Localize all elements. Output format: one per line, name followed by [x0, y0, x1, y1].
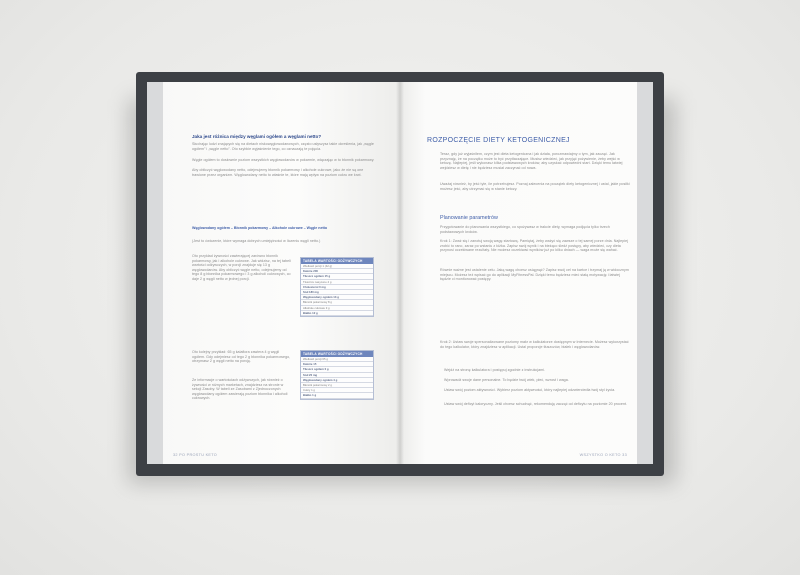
right-bullet-4: Ustaw swój deficyt kaloryczny. Jeśli chcesz schudnąć, rekomenduję zacząć od deficytu na poziomie 20 procent.: [444, 402, 628, 406]
right-paragraph-1: Przygotowanie do planowania wszystkiego, co spożywasz w trakcie diety, wymaga podjęcia tylko trzech podstawowych kroków.: [440, 225, 610, 234]
book-gutter: [396, 82, 404, 464]
left-footer: 32 PO PROSTU KETO: [173, 453, 218, 457]
left-page: [147, 82, 401, 464]
right-intro: Teraz, gdy już wyjaśniłem, czym jest dieta ketogeniczna i jak działa, porozmawiajmy o tym, jak zacząć. Jak przyznaję, że na początku może to być przytłaczające. Musisz wiedzieć, jak przyjąć pożywienie, żeby wejść w ketozę. Najlepiej, jeśli wykonasz kilka podstawowych kroków, aby uzyskać odpowiedni start. Dzięki temu łatwiej wejdziesz w dietę i nie będziesz musiał zaczynać od nowa.: [440, 152, 623, 170]
right-bullet-2: Wprowadź swoje dane personalne. To będzie twój wiek, płeć, wzrost i waga.: [444, 378, 569, 382]
right-page-edge-band: [637, 82, 653, 464]
right-subheading: Planowanie parametrów: [440, 215, 498, 221]
table-row: Kalorie 200: [301, 269, 373, 274]
table-row: Kalorie 15: [301, 362, 373, 367]
table-row: Wielkość porcji 1 (42 g): [301, 264, 373, 269]
left-paragraph-2: Węgle ogółem to dosłownie poziom wszystkich węglowodanów w pokarmie, włączając w to błonnik pokarmowy.: [192, 158, 375, 162]
right-heading: ROZPOCZĘCIE DIETY KETOGENICZNEJ: [427, 137, 570, 144]
table-row: Węglowodany ogółem 13 g: [301, 295, 373, 300]
left-paragraph-4: (Jest to ćwiczenie, które wymaga dobrych umiejętności w liczeniu węgli netto.): [192, 239, 321, 243]
right-bullet-3: Ustaw swój poziom aktywności. Wybierz poziom aktywności, który najlepiej odzwierciedla twój styl życia.: [444, 388, 616, 392]
table-row: Sód 180 mg: [301, 290, 373, 295]
left-paragraph-3: Aby obliczyć węglowodany netto, odejmujemy błonnik pokarmowy i alkohole cukrowe, jako że nie są one trawione przez organizm. Węglowodany netto to właśnie te, które mają wpływ na poziom cukru we krwi.: [192, 168, 364, 177]
left-page-edge-band: [147, 82, 163, 464]
right-step-1: Krok 1: Zważ się i zanotuj swoją wagę startową. Pamiętaj, żeby ważyć się zawsze o tej samej porze dnia. Najlepiej zrobić to rano, zaraz po wstaniu z łóżka. Zapisz swój wynik i na bieżąco śledź postępy, aby wiedzieć, czy dieta przynosi oczekiwane rezultaty. Nie możesz oczekiwać wyników już po kilku dniach — waga może się wahać.: [440, 239, 629, 253]
left-paragraph-6: Oto kolejny przykład: 65 g kalafiora zawiera 4 g węgli ogółem. Gdy odejmiesz od tego 2 g błonnika pokarmowego, otrzymasz 2 g węgli netto na porcję.: [192, 350, 291, 364]
right-step-2: Krok 2: Ustaw swoje spersonalizowane poziomy makr w kalkulatorze dostępnym w Internecie. Możesz wykorzystać do tego kalkulator, który znajdziesz w aplikacji. Ustal proporcje tłuszczów, białek i węglowodanów.: [440, 340, 629, 349]
nutrition-table-1: [300, 257, 374, 317]
table-row: Tłuszcz ogółem 15 g: [301, 274, 373, 279]
table-row: Cukry 1 g: [301, 388, 373, 393]
table-row: Białko 1 g: [301, 393, 373, 398]
table-row: Węglowodany ogółem 4 g: [301, 378, 373, 383]
table-row: Cholesterol 0 mg: [301, 285, 373, 290]
right-step-1b: Równie ważne jest ustalenie celu. Jaką wagę chcesz osiągnąć? Zapisz swój cel na kartce i trzymaj ją w widocznym miejscu. Możesz też wpisać go do aplikacji MyFitnessPal. Dzięki temu będziesz mieć stałą motywację i łatwiej będzie ci monitorować postępy.: [440, 268, 629, 282]
right-page: [400, 82, 653, 464]
table-row: Wielkość porcji 65 g: [301, 357, 373, 362]
nutrition-table-2-title: TABELA WARTOŚCI ODŻYWCZYCH: [301, 351, 373, 357]
nutrition-table-1-title: TABELA WARTOŚCI ODŻYWCZYCH: [301, 258, 373, 264]
right-footer: WSZYSTKO O KETO 33: [579, 453, 627, 457]
left-heading: Jaka jest różnica między węglami ogółem a węglami netto?: [192, 134, 322, 139]
table-row: Błonnik pokarmowy 2 g: [301, 383, 373, 388]
table-row: Sód 20 mg: [301, 373, 373, 378]
right-intro-2: Uważaj również, by jeść tyle, ile potrzebujesz. Poznaj zalecenia na początek diety ketogenicznej i ustal, jakie posiłki możesz jeść, aby utrzymać się w stanie ketozy.: [440, 182, 630, 191]
left-paragraph-5: Oto przykład żywności zawierającej zarówno błonnik pokarmowy, jak i alkohole cukrowe. Jak widzisz, na tej tabeli wartości odżywczych, w porcji znajduje się 13 g węglowodanów. Aby obliczyć węgle netto, odejmujemy od tego 8 g błonnika pokarmowego i 3 g alkoholi cukrowych, co daje 2 g węgli netto w jednej porcji.: [192, 254, 291, 281]
left-paragraph-1: Słuchając ludzi znających się na dietach niskowęglowodanowych, często usłyszysz takie określenia, jak „węgle ogółem” i „węgle netto”. Oto szybkie wyjaśnienie tego, co oznaczają te pojęcia.: [192, 142, 374, 151]
table-row: Białko 12 g: [301, 311, 373, 316]
nutrition-table-2: [300, 350, 374, 400]
left-formula: Węglowodany ogółem – Błonnik pokarmowy – Alkohole cukrowe – Węgle netto: [192, 226, 328, 230]
table-row: Tłuszcz ogółem 0 g: [301, 367, 373, 372]
left-paragraph-7: Ze informacje o wartościach odżywczych, jak również o żywności w różnych marketach, znajdziesz na stronie w sekcji Zasoby. W tabeli ze Zasobami z Zjednoczonych węglowodany ogółem zawierają poziom błonnika i alkoholi cukrowych.: [192, 378, 288, 401]
right-bullet-1: Wejdź na stronę kalkulatora i postępuj zgodnie z instrukcjami.: [444, 368, 546, 372]
table-row: Alkohole cukrowe 3 g: [301, 306, 373, 311]
table-row: Tłuszcze nasycone 4 g: [301, 280, 373, 285]
table-row: Błonnik pokarmowy 8 g: [301, 300, 373, 305]
